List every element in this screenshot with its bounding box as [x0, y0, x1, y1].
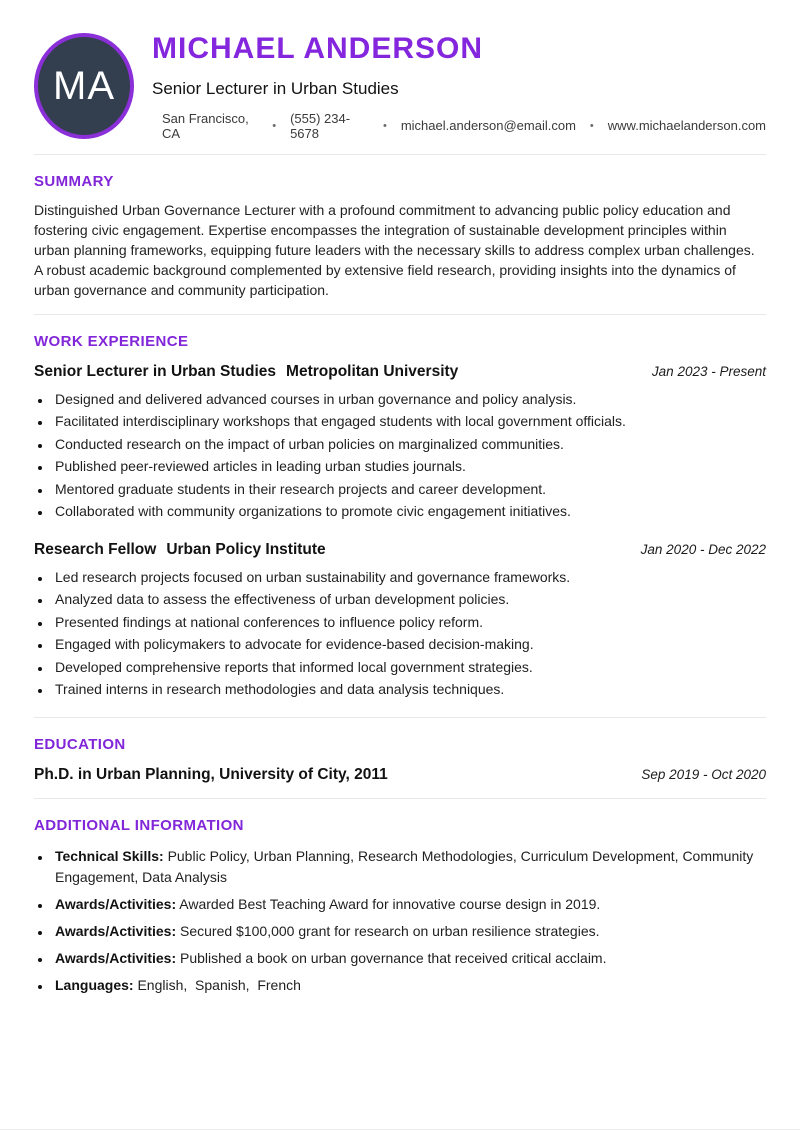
job-title: Senior Lecturer in Urban Studies	[34, 362, 277, 380]
job-entry	[34, 541, 766, 700]
job-company: Urban Policy Institute	[166, 540, 326, 558]
info-item-label: Languages:	[55, 976, 134, 993]
job-bullet: • Facilitated interdisciplinary workshops that engaged students with local government officials.	[52, 412, 766, 432]
education-degree: Ph.D. in Urban Planning, University of City, 2011	[34, 765, 388, 783]
education-heading: EDUCATION	[34, 735, 126, 753]
info-item-text: Published a book on urban governance that received critical acclaim.	[180, 949, 607, 966]
contact-email: michael.anderson@email.com	[400, 118, 576, 133]
separator-dot-icon: •	[589, 119, 594, 132]
info-item-text: Awarded Best Teaching Award for innovative course design in 2019.	[179, 895, 601, 912]
summary-heading: SUMMARY	[34, 172, 114, 190]
job-bullet: • Presented findings at national conferences to influence policy reform.	[52, 613, 766, 633]
job-bullet: • Conducted research on the impact of urban policies on marginalized communities.	[52, 435, 766, 455]
info-item-text: Public Policy, Urban Planning, Research Methodologies, Curriculum Development, Community Engagement, Data Analysis	[55, 847, 758, 885]
job-title: Research Fellow	[34, 540, 157, 558]
job-entry	[34, 363, 766, 522]
job-bullet: • Designed and delivered advanced courses in urban governance and policy analysis.	[52, 390, 766, 410]
job-header	[34, 541, 766, 559]
avatar	[34, 33, 134, 139]
additional-information-heading: ADDITIONAL INFORMATION	[34, 816, 244, 834]
job-dates: Jan 2020 - Dec 2022	[640, 541, 766, 557]
header-text	[152, 32, 766, 141]
contact-phone: (555) 234-5678	[290, 110, 351, 141]
info-item	[52, 921, 766, 942]
job-company: Metropolitan University	[286, 362, 459, 380]
candidate-name: MICHAEL ANDERSON	[152, 32, 484, 65]
candidate-job-title: Senior Lecturer in Urban Studies	[152, 78, 399, 98]
job-bullet: • Led research projects focused on urban sustainability and governance frameworks.	[52, 568, 766, 588]
education-entry	[34, 766, 766, 784]
work-experience-heading: WORK EXPERIENCE	[34, 332, 189, 350]
education-dates: Sep 2019 - Oct 2020	[641, 766, 766, 782]
section-additional-information	[34, 799, 766, 1016]
job-bullet: • Engaged with policymakers to advocate for evidence-based decision-making.	[52, 635, 766, 655]
separator-dot-icon: •	[272, 119, 277, 132]
job-title-group	[34, 363, 458, 381]
info-item-text: Secured $100,000 grant for research on urban resilience strategies.	[180, 922, 600, 939]
job-bullet-list	[34, 390, 766, 522]
info-item-text: English, Spanish, French	[137, 976, 301, 993]
job-dates: Jan 2023 - Present	[651, 363, 766, 379]
additional-info-list	[34, 846, 766, 996]
job-bullet: • Collaborated with community organizations to promote civic engagement initiatives.	[52, 502, 766, 522]
contact-website: www.michaelanderson.com	[607, 118, 766, 133]
info-item	[52, 975, 766, 996]
contact-location: San Francisco, CA	[162, 110, 249, 141]
section-summary	[34, 155, 766, 314]
job-bullet: • Trained interns in research methodologies and data analysis techniques.	[52, 680, 766, 700]
contact-row	[152, 111, 766, 141]
job-header	[34, 363, 766, 381]
section-work-experience	[34, 315, 766, 717]
job-bullet-list	[34, 568, 766, 700]
resume-header	[34, 0, 766, 141]
info-item	[52, 894, 766, 915]
info-item	[52, 948, 766, 969]
job-bullet: • Analyzed data to assess the effectiveness of urban development policies.	[52, 590, 766, 610]
info-item	[52, 846, 766, 888]
job-bullet: • Published peer-reviewed articles in leading urban studies journals.	[52, 457, 766, 477]
separator-dot-icon: •	[382, 119, 387, 132]
job-bullet: • Mentored graduate students in their research projects and career development.	[52, 480, 766, 500]
job-bullet: • Developed comprehensive reports that informed local government strategies.	[52, 658, 766, 678]
job-title-group	[34, 541, 326, 559]
section-education	[34, 718, 766, 798]
info-item-label: Awards/Activities:	[55, 895, 177, 912]
info-item-label: Awards/Activities:	[55, 922, 177, 939]
summary-text: Distinguished Urban Governance Lecturer with a profound commitment to advancing public policy education and fostering civic engagement. Expertise encompasses the integration of sustainable development principles within urban planning frameworks, equipping future leaders with the necessary skills to address complex urban challenges. A robust academic background complemented by extensive field research, providing insights into the dynamics of urban governance and community participation.	[34, 201, 755, 298]
info-item-label: Awards/Activities:	[55, 949, 177, 966]
avatar-initials: MA	[53, 63, 115, 108]
info-item-label: Technical Skills:	[55, 847, 164, 864]
